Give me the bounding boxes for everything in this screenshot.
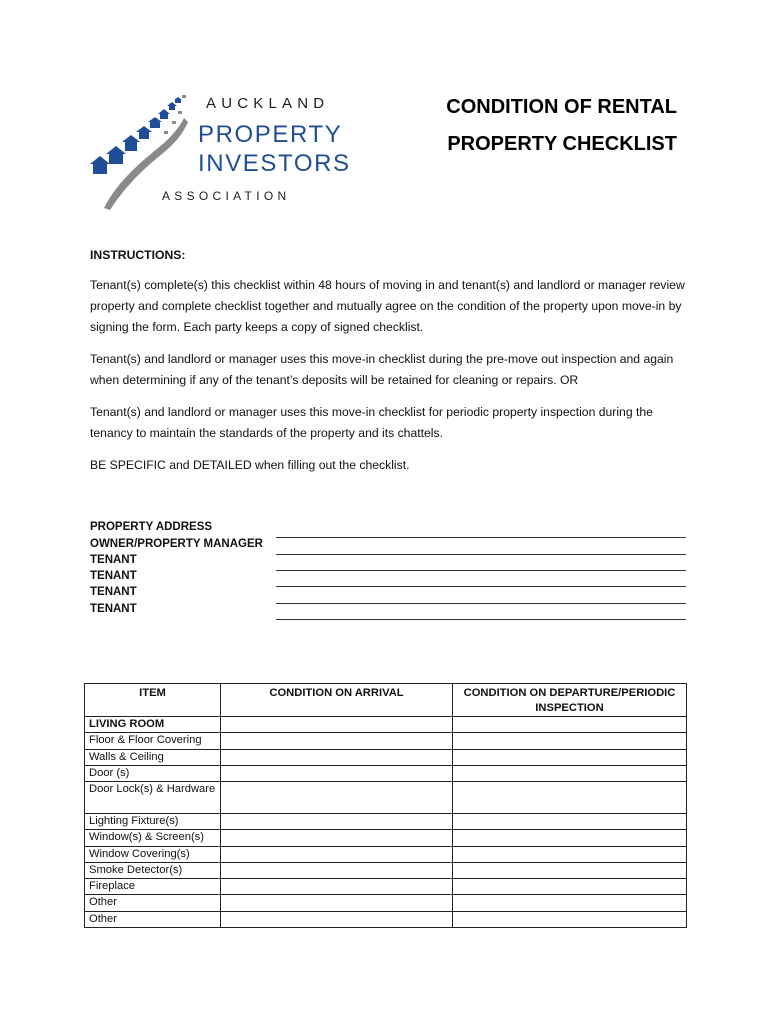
association-logo [86, 92, 356, 212]
tenant-label-1: TENANT [90, 554, 137, 566]
header-item: ITEM [85, 684, 221, 717]
table-row [85, 813, 687, 829]
item-cell: Door (s) [85, 765, 221, 781]
arrival-cell[interactable] [221, 846, 453, 862]
departure-cell[interactable] [453, 895, 687, 911]
table-row [85, 895, 687, 911]
arrival-cell[interactable] [221, 830, 453, 846]
logo-text-line1: AUCKLAND [206, 95, 330, 112]
item-cell: Smoke Detector(s) [85, 862, 221, 878]
departure-cell[interactable] [453, 782, 687, 814]
item-cell: Walls & Ceiling [85, 749, 221, 765]
property-address-line[interactable] [276, 537, 686, 538]
item-cell: Window Covering(s) [85, 846, 221, 862]
departure-cell[interactable] [453, 846, 687, 862]
instructions-heading: INSTRUCTIONS: [90, 248, 186, 262]
arrival-cell[interactable] [221, 733, 453, 749]
item-cell: Fireplace [85, 879, 221, 895]
arrival-cell[interactable] [221, 813, 453, 829]
table-row [85, 765, 687, 781]
tenant-line-3[interactable] [276, 603, 686, 604]
tenant-label-3: TENANT [90, 586, 137, 598]
item-cell: Floor & Floor Covering [85, 733, 221, 749]
tenant-label-2: TENANT [90, 570, 137, 582]
tenant-label-4: TENANT [90, 603, 137, 615]
arrival-cell[interactable] [221, 765, 453, 781]
table-row [85, 911, 687, 927]
item-cell: Lighting Fixture(s) [85, 813, 221, 829]
arrival-cell[interactable] [221, 782, 453, 814]
owner-manager-label: OWNER/PROPERTY MANAGER [90, 538, 263, 550]
tenant-line-2[interactable] [276, 586, 686, 587]
departure-cell[interactable] [453, 830, 687, 846]
property-address-label: PROPERTY ADDRESS [90, 521, 213, 533]
tenant-line-1[interactable] [276, 570, 686, 571]
arrival-cell[interactable] [221, 717, 453, 733]
item-cell: Other [85, 911, 221, 927]
item-cell: Window(s) & Screen(s) [85, 830, 221, 846]
departure-cell[interactable] [453, 879, 687, 895]
logo-text-line2: PROPERTY [198, 121, 343, 148]
instructions-paragraph-3: Tenant(s) and landlord or manager uses this move-in checklist for periodic property inspection during the tenancy to maintain the standards of the property and its chattels. [90, 405, 653, 440]
condition-checklist-table [84, 683, 687, 928]
document-title-line1: CONDITION OF RENTAL [446, 96, 677, 118]
arrival-cell[interactable] [221, 749, 453, 765]
header-condition-arrival: CONDITION ON ARRIVAL [221, 684, 453, 717]
departure-cell[interactable] [453, 749, 687, 765]
arrival-cell[interactable] [221, 862, 453, 878]
section-living-room: LIVING ROOM [85, 717, 221, 733]
table-header-row [85, 684, 687, 717]
logo-text-line4: ASSOCIATION [162, 189, 291, 203]
departure-cell[interactable] [453, 911, 687, 927]
table-row [85, 879, 687, 895]
arrival-cell[interactable] [221, 895, 453, 911]
departure-cell[interactable] [453, 813, 687, 829]
instructions-paragraph-2: Tenant(s) and landlord or manager uses this move-in checklist during the pre-move out inspection and again when determining if any of the tenant’s deposits will be retained for cleaning or repairs. OR [90, 352, 674, 387]
tenant-line-4[interactable] [276, 619, 686, 620]
logo-text-line3: INVESTORS [198, 150, 351, 177]
table-row [85, 749, 687, 765]
table-row [85, 733, 687, 749]
table-row [85, 862, 687, 878]
table-section-row [85, 717, 687, 733]
owner-manager-line[interactable] [276, 554, 686, 555]
document-title-line2: PROPERTY CHECKLIST [447, 133, 677, 155]
instructions-paragraph-1: Tenant(s) complete(s) this checklist within 48 hours of moving in and tenant(s) and landlord or manager review property and complete checklist together and mutually agree on the condition of the property upon move-in by signing the form. Each party keeps a copy of signed checklist. [90, 278, 685, 334]
table-row [85, 830, 687, 846]
departure-cell[interactable] [453, 717, 687, 733]
arrival-cell[interactable] [221, 911, 453, 927]
table-row [85, 846, 687, 862]
departure-cell[interactable] [453, 862, 687, 878]
departure-cell[interactable] [453, 765, 687, 781]
departure-cell[interactable] [453, 733, 687, 749]
table-row [85, 782, 687, 814]
item-cell: Door Lock(s) & Hardware [85, 782, 221, 814]
instructions-paragraph-4: BE SPECIFIC and DETAILED when filling out the checklist. [90, 458, 410, 472]
header-condition-departure: CONDITION ON DEPARTURE/PERIODIC INSPECTION [453, 684, 687, 717]
item-cell: Other [85, 895, 221, 911]
arrival-cell[interactable] [221, 879, 453, 895]
